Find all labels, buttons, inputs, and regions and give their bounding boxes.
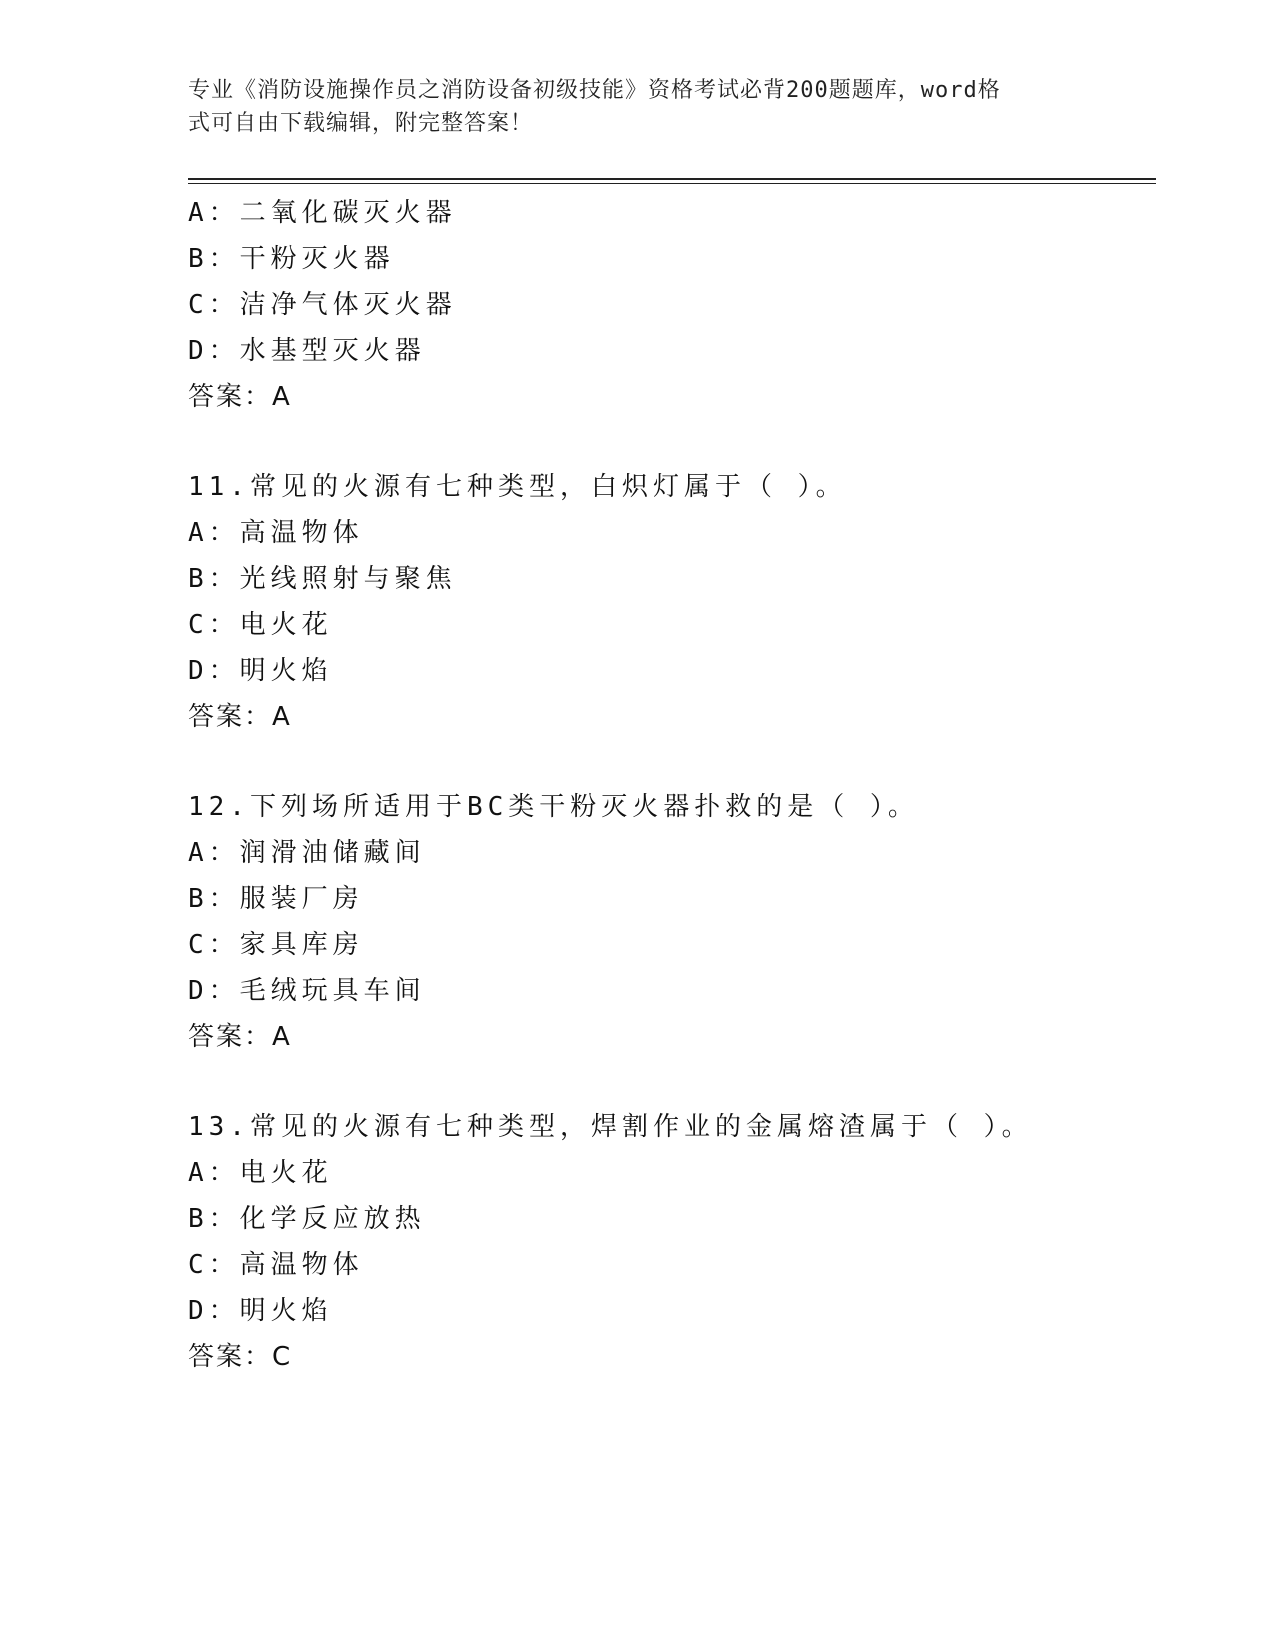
answer-line: 答案：A (188, 382, 292, 412)
document-header (188, 74, 1088, 140)
question-10-block (188, 190, 1148, 420)
option-b: B：干粉灭火器 (188, 244, 395, 274)
answer-line: 答案：C (188, 1342, 293, 1372)
answer-line: 答案：A (188, 702, 292, 732)
question-text: 11.常见的火源有七种类型，白炽灯属于（ ）。 (188, 472, 847, 502)
option-c: C：家具库房 (188, 930, 364, 960)
option-b: B：光线照射与聚焦 (188, 564, 457, 594)
option-c: C：洁净气体灭火器 (188, 290, 457, 320)
option-a: A：电火花 (188, 1158, 333, 1188)
question-13-block (188, 1104, 1148, 1380)
option-c: C：电火花 (188, 610, 333, 640)
header-line-2: 式可自由下载编辑，附完整答案！ (188, 111, 534, 136)
spacer (188, 740, 1148, 784)
question-12-block (188, 784, 1148, 1060)
spacer (188, 420, 1148, 464)
option-b: B：化学反应放热 (188, 1204, 426, 1234)
option-a: A：二氧化碳灭火器 (188, 198, 457, 228)
header-divider-thin (188, 183, 1156, 184)
spacer (188, 1060, 1148, 1104)
header-divider (188, 178, 1156, 180)
option-c: C：高温物体 (188, 1250, 364, 1280)
option-d: D：毛绒玩具车间 (188, 976, 426, 1006)
option-a: A：润滑油储藏间 (188, 838, 426, 868)
question-text: 12.下列场所适用于BC类干粉灭火器扑救的是（ ）。 (188, 792, 919, 822)
question-11-block (188, 464, 1148, 740)
question-text: 13.常见的火源有七种类型，焊割作业的金属熔渣属于（ ）。 (188, 1112, 1033, 1142)
option-d: D：明火焰 (188, 656, 333, 686)
question-list (188, 190, 1148, 1380)
option-d: D：明火焰 (188, 1296, 333, 1326)
option-a: A：高温物体 (188, 518, 364, 548)
header-line-1: 专业《消防设施操作员之消防设备初级技能》资格考试必背200题题库，word格 (188, 78, 1001, 103)
option-d: D：水基型灭火器 (188, 336, 426, 366)
answer-line: 答案：A (188, 1022, 292, 1052)
option-b: B：服装厂房 (188, 884, 364, 914)
